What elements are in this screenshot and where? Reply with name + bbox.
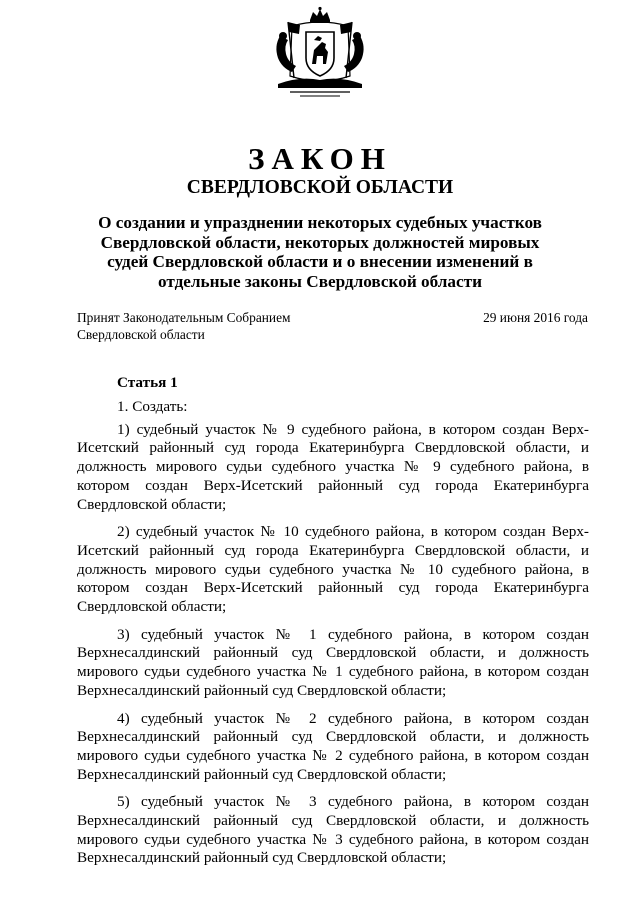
adopted-by-text [77, 310, 307, 343]
article-body [77, 398, 589, 877]
region-title: СВЕРДЛОВСКОЙ ОБЛАСТИ [186, 177, 454, 198]
adopted-date: 29 июня 2016 года [483, 310, 588, 325]
law-heading: О создании и упразднении некоторых судебных участков Свердловской области, некоторых должностей мировых судей Свердловской области и о внесении изменений в отдельные законы Свердловской области [98, 213, 542, 291]
article-title: Статья 1 [117, 374, 178, 391]
paragraph: 1) судебный участок № 9 судебного района, в котором создан Верх-Исетский районный суд города Екатеринбурга Свердловской области, и должность мирового судьи судебного участка № 9 судебного района, в котором создан Верх-Исетский районный суд города Екатеринбурга Свердловской области; [77, 420, 589, 513]
paragraph: 4) судебный участок № 2 судебного района, в котором создан Верхнесалдинский районный суд Свердловской области, и должность мирового судьи судебного участка № 2 судебного района, в котором создан Верхнесалдинский районный суд Свердловской области; [77, 709, 589, 783]
paragraph: 1. Создать: [117, 398, 188, 415]
adopted-by: Принят Законодательным Собранием Свердловской области [77, 310, 291, 342]
paragraph: 2) судебный участок № 10 судебного района, в котором создан Верх-Исетский районный суд города Екатеринбурга Свердловской области, и должность мирового судьи судебного участка № 10 судебного района, в котором создан Верх-Исетский районный суд города Екатеринбурга Свердловской области; [77, 523, 589, 616]
coat-of-arms-icon [270, 6, 370, 102]
law-title: ЗАКОН [248, 141, 392, 176]
paragraph: 5) судебный участок № 3 судебного района, в котором создан Верхнесалдинский районный суд Свердловской области, и должность мирового судьи судебного участка № 3 судебного района, в котором создан Верхнесалдинский районный суд Свердловской области; [77, 793, 589, 867]
paragraph: 3) судебный участок № 1 судебного района, в котором создан Верхнесалдинский районный суд Свердловской области, и должность мирового судьи судебного участка № 1 судебного района, в котором создан Верхнесалдинский районный суд Свердловской области; [77, 625, 589, 699]
